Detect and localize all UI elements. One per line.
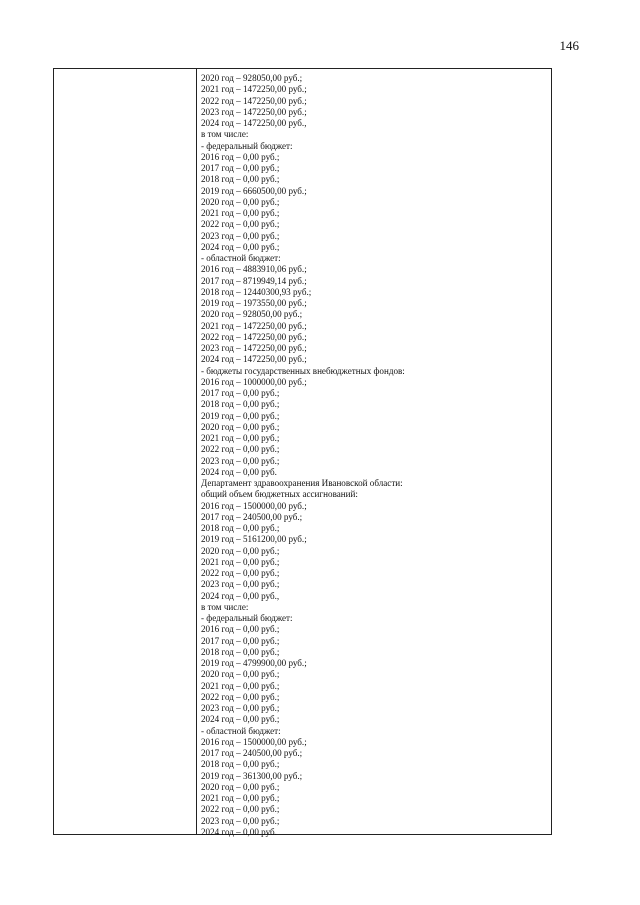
budget-line: 2020 год – 0,00 руб.;: [201, 669, 280, 680]
budget-line: 2017 год – 240500,00 руб.;: [201, 748, 303, 758]
budget-line: 2021 год – 0,00 руб.;: [201, 556, 280, 567]
budget-line: 2019 год – 0,00 руб.;: [201, 410, 280, 421]
budget-line: 2023 год – 0,00 руб.;: [201, 815, 280, 826]
budget-line: 2023 год – 0,00 руб.;: [201, 703, 280, 713]
budget-line: 2019 год – 6660500,00 руб.;: [201, 185, 307, 196]
budget-line: 2023 год – 0,00 руб.;: [201, 230, 280, 241]
budget-line: 2024 год – 0,00 руб.,: [201, 590, 280, 601]
budget-line: 2024 год – 0,00 руб.;: [201, 714, 280, 725]
budget-line: 2019 год – 1973550,00 руб.;: [201, 298, 307, 308]
budget-line: 2016 год – 1000000,00 руб.;: [201, 376, 307, 387]
budget-line: 2020 год – 0,00 руб.;: [201, 421, 280, 432]
budget-line: 2021 год – 1472250,00 руб.;: [201, 320, 307, 331]
budget-line: 2019 год – 361300,00 руб.;: [201, 770, 303, 781]
budget-line: 2016 год – 1500000,00 руб.;: [201, 500, 307, 511]
budget-line: 2022 год – 0,00 руб.;: [201, 444, 280, 455]
budget-line: 2022 год – 1472250,00 руб.;: [201, 331, 307, 342]
budget-line: 2018 год – 0,00 руб.;: [201, 759, 280, 770]
budget-line: 2024 год – 1472250,00 руб.;: [201, 354, 307, 365]
budget-line: 2022 год – 1472250,00 руб.;: [201, 95, 307, 106]
budget-line: 2024 год – 0,00 руб.;: [201, 241, 280, 252]
budget-line: 2018 год – 0,00 руб.;: [201, 174, 280, 185]
budget-line: общий объем бюджетных ассигнований:: [201, 489, 358, 500]
budget-line: 2023 год – 1472250,00 руб.;: [201, 106, 307, 117]
page-number: 146: [559, 38, 579, 53]
budget-line: - федеральный бюджет:: [201, 613, 293, 623]
budget-line: 2022 год – 0,00 руб.;: [201, 804, 280, 815]
budget-line: Департамент здравоохранения Ивановской области:: [201, 478, 403, 488]
budget-line: 2023 год – 0,00 руб.;: [201, 455, 280, 466]
budget-line: 2021 год – 0,00 руб.;: [201, 208, 280, 218]
budget-line: 2023 год – 0,00 руб.;: [201, 579, 280, 590]
budget-line: 2024 год – 0,00 руб.: [201, 466, 277, 477]
budget-line: 2018 год – 0,00 руб.;: [201, 523, 280, 533]
budget-line: 2019 год – 5161200,00 руб.;: [201, 534, 307, 545]
budget-line: 2017 год – 0,00 руб.;: [201, 388, 280, 398]
budget-line: 2018 год – 0,00 руб.;: [201, 399, 280, 410]
budget-line: 2016 год – 1500000,00 руб.;: [201, 736, 307, 747]
budget-line: 2021 год – 0,00 руб.;: [201, 793, 280, 803]
budget-line: 2017 год – 0,00 руб.;: [201, 163, 280, 173]
document-table: [53, 68, 552, 835]
budget-line: 2022 год – 0,00 руб.;: [201, 691, 280, 702]
budget-line: 2022 год – 0,00 руб.;: [201, 568, 280, 578]
budget-line: 2021 год – 0,00 руб.;: [201, 433, 280, 443]
budget-line: 2021 год – 0,00 руб.;: [201, 680, 280, 691]
budget-line: в том числе:: [201, 129, 249, 140]
budget-line: 2021 год – 1472250,00 руб.;: [201, 84, 307, 95]
budget-line: 2017 год – 240500,00 руб.;: [201, 511, 303, 522]
budget-line: 2023 год – 1472250,00 руб.;: [201, 343, 307, 353]
budget-line: 2018 год – 12440300,93 руб.;: [201, 286, 312, 297]
budget-line: 2024 год – 1472250,00 руб.,: [201, 118, 307, 128]
budget-line: - бюджеты государственных внебюджетных фондов:: [201, 365, 405, 376]
budget-line: 2019 год – 4799900,00 руб.;: [201, 658, 307, 668]
budget-line: - федеральный бюджет:: [201, 140, 293, 151]
budget-line: 2020 год – 0,00 руб.;: [201, 781, 280, 792]
budget-line: 2016 год – 4883910,06 руб.;: [201, 264, 307, 275]
budget-line: 2020 год – 928050,00 руб.;: [201, 73, 303, 83]
budget-line: 2016 год – 0,00 руб.;: [201, 151, 280, 162]
budget-line: 2020 год – 928050,00 руб.;: [201, 309, 303, 320]
budget-line: 2017 год – 0,00 руб.;: [201, 635, 280, 646]
budget-line: 2022 год – 0,00 руб.;: [201, 219, 280, 230]
table-left-cell: [54, 69, 197, 834]
budget-line: 2017 год – 8719949,14 руб.;: [201, 275, 307, 286]
budget-line: 2020 год – 0,00 руб.;: [201, 545, 280, 556]
table-right-cell: [201, 73, 547, 838]
budget-line: 2024 год – 0,00 руб.: [201, 826, 277, 837]
budget-line: в том числе:: [201, 601, 249, 612]
budget-line: - областной бюджет:: [201, 253, 281, 263]
budget-line: - областной бюджет:: [201, 725, 281, 736]
budget-line: 2016 год – 0,00 руб.;: [201, 624, 280, 635]
budget-line: 2018 год – 0,00 руб.;: [201, 646, 280, 657]
budget-line: 2020 год – 0,00 руб.;: [201, 196, 280, 207]
